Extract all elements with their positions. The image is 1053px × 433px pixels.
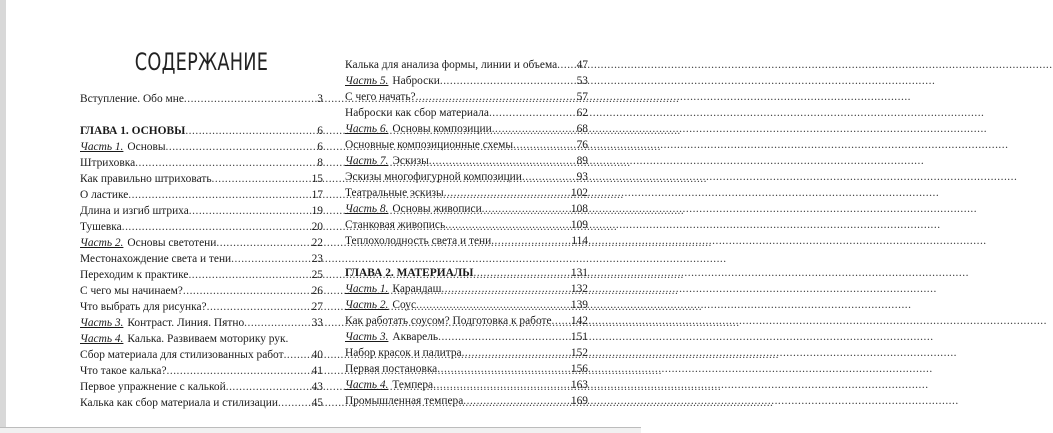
toc-entry <box>80 380 323 395</box>
toc-entry <box>345 170 588 185</box>
toc-entry-text: Местонахождение света и тени <box>80 253 232 265</box>
toc-page-number: 68 <box>576 123 588 135</box>
toc-part-label: Часть 1. <box>80 141 124 153</box>
toc-entry <box>80 348 323 363</box>
toc-leader-dots <box>188 268 310 283</box>
toc-page-number: 89 <box>576 155 588 167</box>
toc-entry-text: Эскизы <box>392 155 429 167</box>
toc-entry-text: Основы светотени <box>127 237 217 249</box>
toc-page-number: 156 <box>570 363 588 375</box>
toc-entry <box>345 74 588 89</box>
toc-page-number: 47 <box>576 59 588 71</box>
toc-leader-dots <box>207 300 311 315</box>
toc-entry-text: Переходим к практике <box>80 269 189 281</box>
toc-leader-dots <box>216 236 310 251</box>
toc-leader-dots <box>184 92 316 107</box>
toc-entry-label <box>345 362 437 377</box>
toc-entry <box>80 396 323 411</box>
toc-leader-dots <box>212 172 311 187</box>
toc-leader-dots <box>416 90 576 105</box>
toc-entry <box>345 314 588 329</box>
toc-page-number: 45 <box>311 397 323 409</box>
toc-entry-label <box>345 314 552 329</box>
page-title: СОДЕРЖАНИЕ <box>134 48 269 76</box>
toc-entry <box>80 332 323 347</box>
toc-entry-label <box>80 364 167 379</box>
toc-entry-label <box>345 106 489 121</box>
toc-entry-text: Контраст. Линия. Пятно <box>127 317 245 329</box>
toc-leader-dots <box>167 364 311 379</box>
toc-leader-dots <box>278 396 311 411</box>
toc-entry-label <box>345 346 462 361</box>
toc-page-number: 43 <box>311 381 323 393</box>
toc-entry <box>80 364 323 379</box>
toc-entry-text: Что такое калька? <box>80 365 167 377</box>
toc-page-number: 76 <box>576 139 588 151</box>
toc-page-number: 108 <box>570 203 588 215</box>
toc-entry <box>345 154 588 169</box>
toc-leader-dots <box>441 282 570 297</box>
toc-entry-text: Как правильно штриховать <box>80 173 212 185</box>
toc-entry <box>80 188 323 203</box>
toc-part-label: Часть 5. <box>345 75 389 87</box>
toc-leader-dots <box>492 122 576 137</box>
toc-page-number: 40 <box>311 349 323 361</box>
toc-entry-label <box>80 204 189 219</box>
toc-page-number: 22 <box>311 237 323 249</box>
toc-leader-dots <box>437 362 570 377</box>
toc-page-number: 23 <box>311 253 323 265</box>
toc-entry-label <box>80 268 188 283</box>
toc-entry-label <box>80 92 184 107</box>
toc-leader-dots <box>444 186 570 201</box>
toc-entry-label <box>80 332 288 347</box>
toc-entry-text: ГЛАВА 2. МАТЕРИАЛЫ <box>345 267 474 279</box>
toc-entry-label <box>345 122 492 137</box>
toc-entry-label <box>80 380 226 395</box>
toc-page-number: 27 <box>311 301 323 313</box>
toc-page-number: 53 <box>576 75 588 87</box>
toc-leader-dots <box>463 394 570 409</box>
toc-entry <box>80 92 323 107</box>
toc-page-number: 33 <box>311 317 323 329</box>
toc-entry-label <box>345 74 440 89</box>
toc-page-number: 20 <box>311 221 323 233</box>
toc-leader-dots <box>440 74 576 89</box>
toc-entry-label <box>345 186 444 201</box>
toc-entry-label <box>345 234 491 249</box>
toc-entry <box>80 236 323 251</box>
toc-entry-text: Штриховка <box>80 157 136 169</box>
toc-page-number: 17 <box>311 189 323 201</box>
toc-leader-dots <box>128 188 310 203</box>
toc-entry-label <box>80 172 212 187</box>
toc-page-number: 25 <box>311 269 323 281</box>
toc-page-number: 6 <box>317 125 323 137</box>
toc-chapter-heading <box>80 124 323 139</box>
toc-leader-dots <box>462 346 570 361</box>
toc-part-label: Часть 2. <box>80 237 124 249</box>
toc-part-label: Часть 4. <box>345 379 389 391</box>
toc-entry-label <box>80 284 183 299</box>
toc-entry <box>80 284 323 299</box>
toc-entry-text: Станковая живопись <box>345 219 446 231</box>
toc-entry-text: Калька как сбор материала и стилизации <box>80 397 278 409</box>
toc-entry-text: Темпера <box>392 379 434 391</box>
toc-leader-dots <box>513 138 576 153</box>
toc-entry-label <box>80 348 284 363</box>
toc-leader-dots <box>416 298 570 313</box>
toc-entry-text: Промышленная темпера <box>345 395 464 407</box>
toc-entry-label <box>345 154 429 169</box>
toc-entry-text: О ластике <box>80 189 129 201</box>
toc-leader-dots <box>522 170 576 185</box>
toc-page-number: 19 <box>311 205 323 217</box>
toc-entry-text: Теплохолодность света и тени <box>345 235 492 247</box>
toc-entry <box>80 300 323 315</box>
toc-leader-dots <box>445 218 570 233</box>
toc-entry-text: Вступление. Обо мне <box>80 93 184 105</box>
toc-entry <box>80 316 323 331</box>
toc-page-number: 8 <box>317 157 323 169</box>
toc-entry <box>345 106 588 121</box>
toc-entry-label <box>345 58 557 73</box>
toc-leader-dots <box>489 106 576 121</box>
toc-entry <box>345 362 588 377</box>
toc-entry-text: Набор красок и палитра <box>345 347 462 359</box>
toc-page-number: 109 <box>570 219 588 231</box>
toc-part-label: Часть 8. <box>345 203 389 215</box>
toc-leader-dots <box>284 348 311 363</box>
toc-leader-dots <box>433 378 570 393</box>
toc-page-number: 142 <box>570 315 588 327</box>
toc-chapter-heading <box>345 266 588 281</box>
toc-leader-dots <box>552 314 570 329</box>
toc-page-number: 102 <box>570 187 588 199</box>
toc-page-number: 169 <box>570 395 588 407</box>
toc-entry <box>345 186 588 201</box>
toc-entry-label <box>80 300 207 315</box>
toc-entry <box>345 282 588 297</box>
toc-leader-dots <box>135 156 316 171</box>
toc-part-label: Часть 6. <box>345 123 389 135</box>
toc-entry-label <box>80 396 278 411</box>
toc-entry <box>345 90 588 105</box>
toc-entry-label <box>80 220 122 235</box>
toc-leader-dots <box>473 266 569 281</box>
toc-page-number: 15 <box>311 173 323 185</box>
toc-entry <box>80 252 323 267</box>
toc-leader-dots <box>166 140 317 155</box>
toc-leader-dots <box>429 154 576 169</box>
toc-entry <box>345 394 588 409</box>
toc-entry <box>80 156 323 171</box>
toc-leader-dots <box>183 284 311 299</box>
toc-entry-label <box>80 252 231 267</box>
toc-page-number: 93 <box>576 171 588 183</box>
toc-entry-text: Первое упражнение с калькой <box>80 381 226 393</box>
toc-entry <box>80 204 323 219</box>
toc-entry-label <box>80 188 128 203</box>
toc-leader-dots <box>231 252 310 267</box>
toc-entry-text: Длина и изгиб штриха <box>80 205 189 217</box>
toc-entry <box>80 220 323 235</box>
toc-entry-text: С чего мы начинаем? <box>80 285 183 297</box>
toc-leader-dots <box>189 204 311 219</box>
toc-entry <box>345 298 588 313</box>
toc-part-label: Часть 3. <box>345 331 389 343</box>
toc-entry <box>345 234 588 249</box>
toc-leader-dots <box>226 380 311 395</box>
toc-leader-dots <box>491 234 570 249</box>
toc-entry <box>80 172 323 187</box>
toc-entry <box>345 122 588 137</box>
toc-entry-label <box>80 316 244 331</box>
toc-page-number: 3 <box>317 93 323 105</box>
toc-part-label: Часть 4. <box>80 333 124 345</box>
toc-entry-text: Калька. Развиваем моторику рук. <box>127 333 289 345</box>
toc-page-number: 114 <box>571 235 588 247</box>
toc-entry-label <box>80 156 135 171</box>
toc-entry-text: Основные композиционные схемы <box>345 139 513 151</box>
toc-entry-text: ГЛАВА 1. ОСНОВЫ <box>80 125 186 137</box>
toc-page-number: 151 <box>570 331 588 343</box>
toc-part-label: Часть 7. <box>345 155 389 167</box>
toc-entry <box>345 330 588 345</box>
toc-entry-label <box>80 236 216 251</box>
toc-entry-text: Первая постановка <box>345 363 438 375</box>
toc-page-number: 26 <box>311 285 323 297</box>
toc-entry-label <box>345 90 416 105</box>
toc-entry <box>345 346 588 361</box>
toc-entry <box>345 202 588 217</box>
toc-entry-label <box>345 330 438 345</box>
toc-entry-label <box>80 124 185 139</box>
toc-entry-text: Наброски <box>392 75 440 87</box>
toc-entry-text: Основы живописи <box>392 203 482 215</box>
toc-entry-label <box>345 378 433 393</box>
toc-entry <box>345 378 588 393</box>
toc-entry-text: Сбор материала для стилизованных работ <box>80 349 284 361</box>
toc-entry-text: С чего начать? <box>345 91 416 103</box>
toc-page-number: 62 <box>576 107 588 119</box>
toc-entry-text: Наброски как сбор материала <box>345 107 489 119</box>
toc-entry <box>80 268 323 283</box>
toc-page-number: 139 <box>570 299 588 311</box>
page-edge <box>0 0 6 433</box>
toc-entry-text: Тушевка <box>80 221 122 233</box>
toc-entry-label <box>345 394 463 409</box>
toc-leader-dots <box>185 124 316 139</box>
toc-page-number: 152 <box>570 347 588 359</box>
toc-entry-text: Акварель <box>392 331 439 343</box>
toc-entry-label <box>345 282 441 297</box>
toc-entry <box>80 140 323 155</box>
toc-entry-text: Основы композиции <box>392 123 492 135</box>
toc-page-number: 57 <box>576 91 588 103</box>
toc-entry-text: Эскизы многофигурной композиции <box>345 171 522 183</box>
toc-part-label: Часть 2. <box>345 299 389 311</box>
toc-leader-dots <box>482 202 570 217</box>
toc-page-number: 41 <box>311 365 323 377</box>
toc-leader-dots <box>122 220 311 235</box>
toc-entry-label <box>345 202 482 217</box>
toc-entry-text: Как работать соусом? Подготовка к работе <box>345 315 552 327</box>
toc-page-number: 6 <box>317 141 323 153</box>
toc-entry <box>345 218 588 233</box>
toc-entry-label <box>345 138 513 153</box>
toc-entry-text: Театральные эскизы <box>345 187 444 199</box>
toc-entry-label <box>345 298 416 313</box>
toc-entry-label <box>345 170 522 185</box>
toc-leader-dots <box>557 58 575 73</box>
toc-part-label: Часть 3. <box>80 317 124 329</box>
toc-entry-label <box>80 140 166 155</box>
toc-leader-dots <box>244 316 310 331</box>
toc-page-number: 163 <box>570 379 588 391</box>
toc-entry-text: Калька для анализа формы, линии и объема <box>345 59 558 71</box>
toc-entry <box>345 138 588 153</box>
toc-entry-label <box>345 218 445 233</box>
toc-entry-text: Что выбрать для рисунка? <box>80 301 207 313</box>
toc-entry-text: Соус <box>392 299 417 311</box>
toc-entry-text: Карандаш <box>392 283 442 295</box>
toc-page-number: 132 <box>570 283 588 295</box>
toc-entry-text: Основы <box>127 141 166 153</box>
toc-entry-label <box>345 266 473 281</box>
toc-leader-dots <box>438 330 570 345</box>
toc-page-number: 131 <box>570 267 588 279</box>
page-bottom-band <box>0 428 641 433</box>
toc-part-label: Часть 1. <box>345 283 389 295</box>
toc-entry <box>345 58 588 73</box>
